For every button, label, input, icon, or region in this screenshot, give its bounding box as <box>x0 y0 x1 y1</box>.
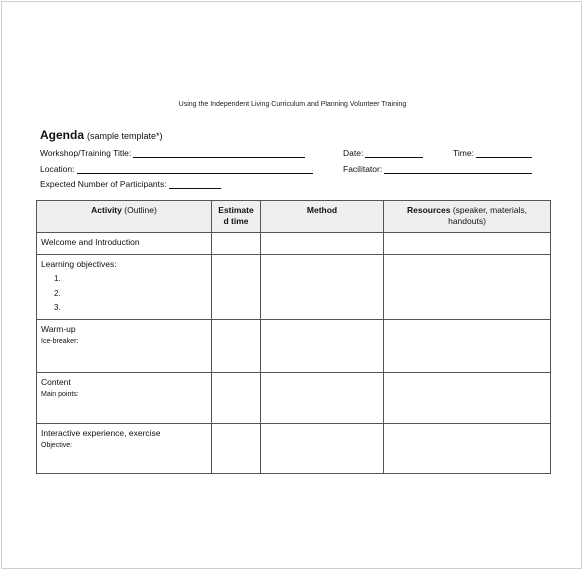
estimated-time-cell[interactable] <box>212 320 261 373</box>
resources-header <box>384 201 551 233</box>
estimated-time-cell[interactable] <box>212 424 261 474</box>
list-item: 2. <box>54 288 61 298</box>
activity-header-label: Activity <box>91 205 122 215</box>
facilitator-line[interactable] <box>384 165 532 174</box>
estimated-time-cell[interactable] <box>212 233 261 255</box>
time-field[interactable] <box>453 148 532 158</box>
activity-main-points: Main points: <box>41 391 79 398</box>
resources-header-label: Resources <box>406 205 451 215</box>
method-cell[interactable] <box>261 320 384 373</box>
table-row <box>37 424 551 474</box>
method-cell[interactable] <box>261 233 384 255</box>
workshop-title-label: Workshop/Training Title: <box>40 148 132 158</box>
location-line[interactable] <box>77 165 313 174</box>
table-row <box>37 320 551 373</box>
activity-interactive-experience: Interactive experience, exercise <box>41 428 161 438</box>
document-header-line: Using the Independent Living Curriculum and Planning Volunteer Training <box>178 101 407 108</box>
activity-header <box>37 201 212 233</box>
agenda-heading <box>40 128 163 142</box>
workshop-title-line[interactable] <box>133 149 305 158</box>
method-cell[interactable] <box>261 424 384 474</box>
activity-cell[interactable] <box>37 373 212 424</box>
activity-cell[interactable] <box>37 320 212 373</box>
agenda-title: Agenda <box>40 128 85 142</box>
agenda-subtitle: (sample template*) <box>87 131 163 141</box>
activity-cell[interactable] <box>37 424 212 474</box>
activity-header-note: (Outline) <box>124 205 157 215</box>
workshop-title-field[interactable] <box>40 148 305 158</box>
time-label: Time: <box>453 148 474 158</box>
location-field[interactable] <box>40 164 313 174</box>
estimated-time-cell[interactable] <box>212 373 261 424</box>
agenda-table <box>36 200 551 474</box>
date-field[interactable] <box>343 148 423 158</box>
participants-line[interactable] <box>169 180 221 189</box>
estimated-time-header-line1: Estimate <box>218 205 254 215</box>
list-item: 1. <box>54 274 61 283</box>
time-line[interactable] <box>476 149 532 158</box>
resources-cell[interactable] <box>384 255 551 320</box>
date-label: Date: <box>343 148 364 158</box>
resources-cell[interactable] <box>384 320 551 373</box>
table-row <box>37 255 551 320</box>
activity-learning-objectives: Learning objectives: <box>41 259 117 269</box>
activity-warm-up: Warm-up <box>41 324 76 334</box>
resources-cell[interactable] <box>384 233 551 255</box>
activity-cell[interactable] <box>37 233 212 255</box>
method-cell[interactable] <box>261 373 384 424</box>
estimated-time-header-line2: d time <box>223 216 249 226</box>
list-item: 3. <box>54 303 61 312</box>
date-line[interactable] <box>365 149 423 158</box>
method-cell[interactable] <box>261 255 384 320</box>
participants-label: Expected Number of Participants: <box>40 179 167 189</box>
resources-header-note: (speaker, materials, <box>452 205 527 215</box>
facilitator-field[interactable] <box>343 164 532 174</box>
location-label: Location: <box>40 164 75 174</box>
activity-cell[interactable] <box>37 255 212 320</box>
activity-ice-breaker: Ice-breaker: <box>41 338 79 345</box>
estimated-time-header <box>212 201 261 233</box>
activity-content: Content <box>41 377 71 387</box>
participants-field[interactable] <box>40 179 221 189</box>
method-header: Method <box>261 201 384 233</box>
table-row <box>37 233 551 255</box>
activity-objective: Objective: <box>41 442 73 449</box>
objectives-list <box>54 272 207 316</box>
activity-welcome: Welcome and Introduction <box>41 237 140 247</box>
resources-cell[interactable] <box>384 373 551 424</box>
facilitator-label: Facilitator: <box>343 164 383 174</box>
table-row <box>37 373 551 424</box>
table-header-row <box>37 201 551 233</box>
resources-header-note-2: handouts) <box>448 216 486 226</box>
estimated-time-cell[interactable] <box>212 255 261 320</box>
resources-cell[interactable] <box>384 424 551 474</box>
